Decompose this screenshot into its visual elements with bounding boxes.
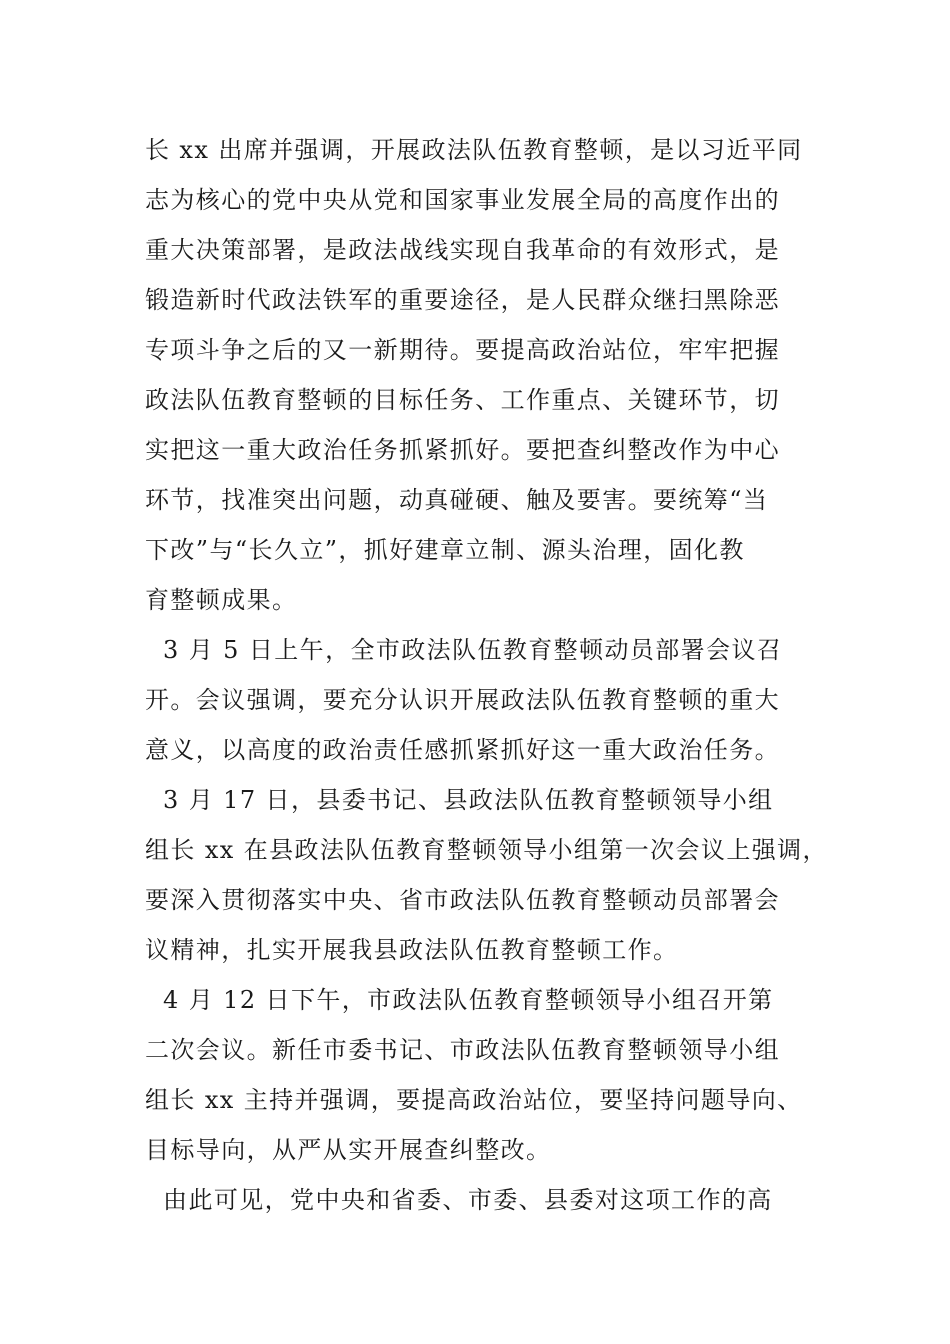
text-line: 锻造新时代政法铁军的重要途径，是人民群众继扫黑除恶 [145, 286, 780, 314]
text-line: 专项斗争之后的又一新期待。要提高政治站位，牢牢把握 [145, 336, 780, 364]
text-line: 由此可见，党中央和省委、市委、县委对这项工作的高 [145, 1186, 773, 1214]
text-line: 政法队伍教育整顿的目标任务、工作重点、关键环节，切 [145, 386, 780, 414]
text-line: 组长 xx 主持并强调，要提高政治站位，要坚持问题导向、 [145, 1086, 803, 1114]
paragraph-5 [145, 1175, 825, 1225]
text-line: 要深入贯彻落实中央、省市政法队伍教育整顿动员部署会 [145, 886, 780, 914]
text-line: 3 月 5 日上午，全市政法队伍教育整顿动员部署会议召 [145, 636, 783, 664]
text-line: 4 月 12 日下午，市政法队伍教育整顿领导小组召开第 [145, 986, 774, 1014]
text-line: 开。会议强调，要充分认识开展政法队伍教育整顿的重大 [145, 686, 780, 714]
text-line: 志为核心的党中央从党和国家事业发展全局的高度作出的 [145, 186, 780, 214]
paragraph-4 [145, 975, 825, 1175]
text-line: 二次会议。新任市委书记、市政法队伍教育整顿领导小组 [145, 1036, 780, 1064]
text-line: 育整顿成果。 [145, 586, 298, 614]
text-line: 长 xx 出席并强调，开展政法队伍教育整顿，是以习近平同 [145, 136, 803, 164]
paragraph-2 [145, 625, 825, 775]
text-line: 意义，以高度的政治责任感抓紧抓好这一重大政治任务。 [145, 736, 780, 764]
paragraph-3 [145, 775, 828, 975]
text-line: 重大决策部署，是政法战线实现自我革命的有效形式，是 [145, 236, 780, 264]
text-line: 下改”与“长久立”，抓好建章立制、源头治理，固化教 [145, 536, 745, 564]
text-line: 议精神，扎实开展我县政法队伍教育整顿工作。 [145, 936, 679, 964]
text-line: 组长 xx 在县政法队伍教育整顿领导小组第一次会议上强调， [145, 836, 828, 864]
text-line: 目标导向，从严从实开展查纠整改。 [145, 1136, 552, 1164]
text-line: 实把这一重大政治任务抓紧抓好。要把查纠整改作为中心 [145, 436, 780, 464]
text-line: 3 月 17 日，县委书记、县政法队伍教育整顿领导小组 [145, 786, 774, 814]
paragraph-1 [145, 125, 825, 625]
text-line: 环节，找准突出问题，动真碰硬、触及要害。要统筹“当 [145, 486, 769, 514]
